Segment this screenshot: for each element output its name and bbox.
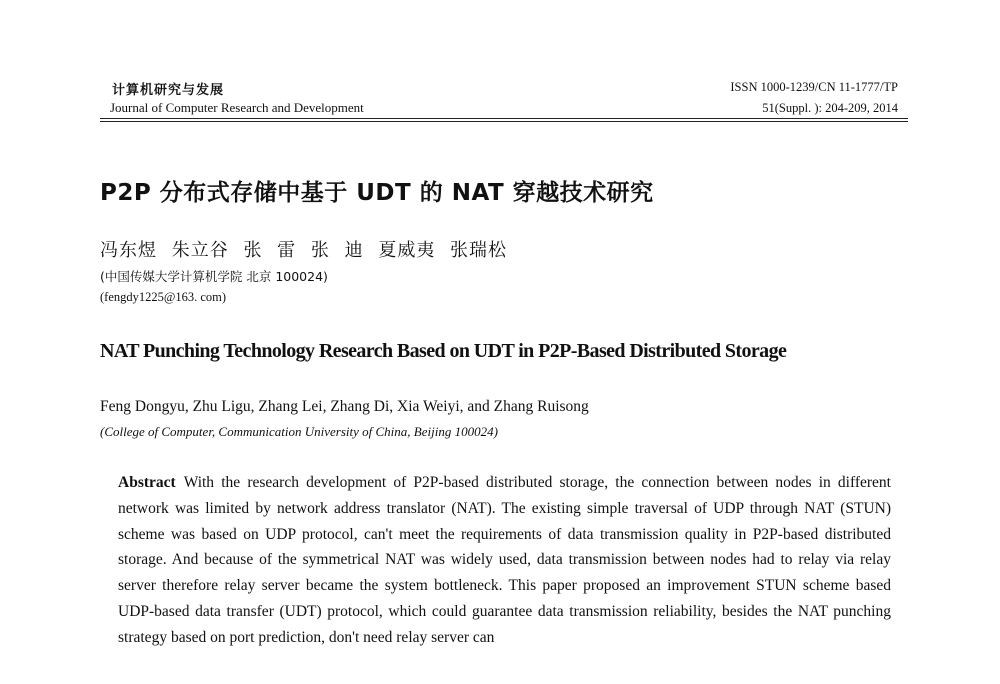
- header-rule-secondary: [100, 121, 908, 122]
- authors-cn: 冯东煜 朱立谷 张 雷 张 迪 夏威夷 张瑞松: [100, 240, 508, 261]
- journal-issn: ISSN 1000-1239/CN 11-1777/TP: [730, 80, 898, 94]
- authors-en: Feng Dongyu, Zhu Ligu, Zhang Lei, Zhang Di, Xia Weiyi, and Zhang Ruisong: [100, 398, 589, 415]
- affiliation-en: (College of Computer, Communication University of China, Beijing 100024): [100, 424, 498, 439]
- journal-name-cn: 计算机研究与发展: [112, 83, 225, 98]
- affiliation-cn: (中国传媒大学计算机学院 北京 100024): [100, 269, 328, 284]
- journal-volume: 51(Suppl. ): 204-209, 2014: [762, 101, 898, 115]
- journal-name-en: Journal of Computer Research and Development: [110, 100, 364, 115]
- abstract: [118, 470, 891, 651]
- header-rule: [100, 118, 908, 119]
- abstract-label: Abstract: [118, 474, 176, 491]
- paper-title-cn: P2P 分布式存储中基于 UDT 的 NAT 穿越技术研究: [100, 180, 654, 206]
- author-email: (fengdy1225@163. com): [100, 290, 227, 304]
- abstract-text: With the research development of P2P-based distributed storage, the connection between nodes in different network was limited by network address translator (NAT). The existing simple traversal of UDP through NAT (STUN) scheme was based on UDP protocol, can't meet the requirements of data transmission quality in P2P-based distributed storage. And because of the symmetrical NAT was widely used, data transmission between nodes had to relay via relay server therefore relay server became the system bottleneck. This paper proposed an improvement STUN scheme based UDP-based data transfer (UDT) protocol, which could guarantee data transmission reliability, besides the NAT punching strategy based on port prediction, don't need relay server can: [118, 474, 891, 646]
- paper-title-en: NAT Punching Technology Research Based on UDT in P2P-Based Distributed Storage: [100, 340, 787, 362]
